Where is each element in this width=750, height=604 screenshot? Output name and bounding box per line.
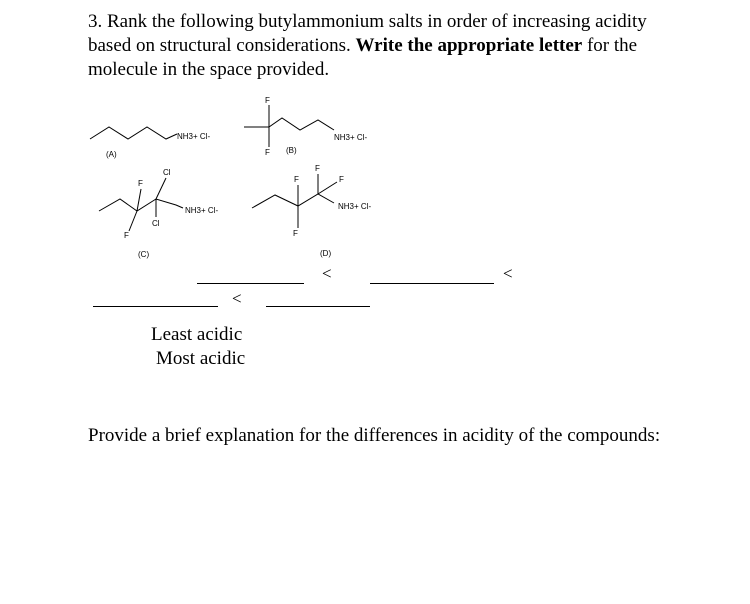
- molecule-c-cl-bond-upper: [156, 178, 166, 199]
- molecule-b-group: NH3+ Cl-: [334, 133, 368, 142]
- less-than-symbol-2: <: [503, 264, 513, 283]
- molecule-c-chain: [99, 199, 183, 211]
- question-instruction-end: for the molecule in the space provided.: [88, 35, 638, 80]
- molecule-b-chain: [244, 118, 334, 130]
- molecule-d-f-top: F: [315, 164, 320, 173]
- molecule-a-chain: [90, 127, 177, 139]
- molecule-d-chain: [252, 194, 334, 208]
- molecule-c-label: (C): [138, 250, 150, 259]
- answer-blank-4[interactable]: [266, 306, 370, 307]
- molecule-structures: [0, 90, 750, 290]
- answer-blank-1[interactable]: [197, 283, 304, 284]
- question-number: 3.: [88, 11, 103, 32]
- most-acidic-label: Most acidic: [156, 348, 246, 369]
- molecule-b-label: (B): [286, 146, 297, 155]
- answer-blank-3[interactable]: [93, 306, 218, 307]
- question-instruction-bold: Write the appropriate letter: [355, 35, 583, 56]
- molecule-c-f-bond-lower: [129, 211, 137, 231]
- molecule-a-group: NH3+ Cl-: [177, 132, 211, 141]
- question-intro: Rank the following butylammonium salts in order of increasing acidity based on structural considerations.: [88, 11, 647, 56]
- answer-blank-2[interactable]: [370, 283, 494, 284]
- molecule-c-f-bond-upper: [137, 189, 141, 211]
- least-acidic-label: Least acidic: [151, 324, 243, 345]
- molecule-c-cl-bottom: Cl: [152, 219, 160, 228]
- explanation-prompt: Provide a brief explanation for the differences in acidity of the compounds:: [88, 425, 661, 446]
- molecule-c-cl-top: Cl: [163, 168, 171, 177]
- less-than-symbol-1: <: [322, 264, 332, 283]
- molecule-d-f-bottom: F: [293, 229, 298, 238]
- question-text: [88, 10, 688, 82]
- molecule-d-f-upper-left: F: [294, 175, 299, 184]
- molecule-a-label: (A): [106, 150, 117, 159]
- molecule-b-f-top: F: [265, 96, 270, 105]
- molecule-d-label: (D): [320, 249, 332, 258]
- molecule-c-f-bottom: F: [124, 231, 129, 240]
- molecule-b-f-bottom: F: [265, 148, 270, 157]
- molecule-c-f-top: F: [138, 179, 143, 188]
- molecule-d-f-right: F: [339, 175, 344, 184]
- molecule-d-group: NH3+ Cl-: [338, 202, 372, 211]
- less-than-symbol-3: <: [232, 289, 242, 308]
- molecule-d-f-bond-4: [318, 182, 337, 194]
- molecule-c-group: NH3+ Cl-: [185, 206, 219, 215]
